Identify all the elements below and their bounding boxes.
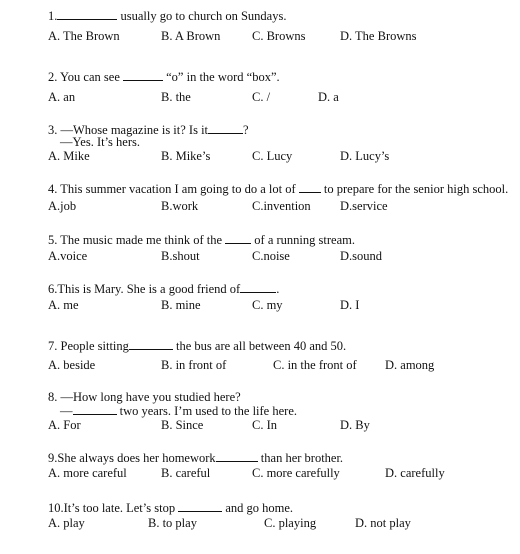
option-a[interactable]: A. beside xyxy=(48,358,96,372)
stem-text-dash: — xyxy=(60,404,73,418)
option-c[interactable]: C. Lucy xyxy=(252,149,293,163)
option-d[interactable]: D. I xyxy=(340,298,360,312)
question-8-reply xyxy=(60,403,297,418)
stem-text-post: two years. I’m used to the life here. xyxy=(119,404,297,418)
stem-text-post: of a running stream. xyxy=(254,233,355,247)
answer-blank[interactable] xyxy=(57,8,117,20)
stem-text-pre: 6.This is Mary. She is a good friend of xyxy=(48,282,241,296)
option-a[interactable]: A.job xyxy=(48,199,77,213)
answer-blank[interactable] xyxy=(73,403,117,415)
option-a[interactable]: A.voice xyxy=(48,249,88,263)
option-d[interactable]: D. a xyxy=(318,90,339,104)
option-d[interactable]: D. not play xyxy=(355,516,411,530)
option-d[interactable]: D. among xyxy=(385,358,435,372)
question-8-stem xyxy=(48,390,241,404)
stem-text-post: “o” in the word “box”. xyxy=(166,70,280,84)
option-b[interactable]: B. careful xyxy=(161,466,211,480)
option-a[interactable]: A. The Brown xyxy=(48,29,120,43)
stem-text-pre: 4. This summer vacation I am going to do a lot of xyxy=(48,182,296,196)
question-9-stem xyxy=(48,450,343,465)
stem-text-post: . xyxy=(276,282,280,296)
option-b[interactable]: B. Since xyxy=(161,418,204,432)
stem-text-pre: 9.She always does her homework xyxy=(48,451,216,465)
question-1-stem xyxy=(48,8,286,23)
option-a[interactable]: A. Mike xyxy=(48,149,90,163)
option-d[interactable]: D. Lucy’s xyxy=(340,149,390,163)
stem-text-post: the bus are all between 40 and 50. xyxy=(176,339,347,353)
question-2-stem xyxy=(48,69,280,84)
option-b[interactable]: B.work xyxy=(161,199,199,213)
answer-blank[interactable] xyxy=(178,500,222,512)
answer-blank[interactable] xyxy=(240,281,276,293)
option-b[interactable]: B. in front of xyxy=(161,358,227,372)
option-c[interactable]: C. Browns xyxy=(252,29,306,43)
option-c[interactable]: C. in the front of xyxy=(273,358,357,372)
option-a[interactable]: A. me xyxy=(48,298,79,312)
option-c[interactable]: C. In xyxy=(252,418,277,432)
stem-text-pre: 5. The music made me think of the xyxy=(48,233,223,247)
stem-text-pre: 8. —How long have you studied here? xyxy=(48,390,241,404)
stem-text-pre: 7. People sitting xyxy=(48,339,129,353)
option-b[interactable]: B. Mike’s xyxy=(161,149,211,163)
stem-text-pre: 1. xyxy=(48,9,58,23)
option-b[interactable]: B. mine xyxy=(161,298,201,312)
option-b[interactable]: B. to play xyxy=(148,516,197,530)
option-b[interactable]: B. A Brown xyxy=(161,29,221,43)
option-a[interactable]: A. play xyxy=(48,516,85,530)
option-c[interactable]: C.noise xyxy=(252,249,290,263)
stem-text-post: than her brother. xyxy=(260,451,344,465)
option-b[interactable]: B.shout xyxy=(161,249,200,263)
stem-text-post: to prepare for the senior high school. xyxy=(323,182,509,196)
option-a[interactable]: A. For xyxy=(48,418,81,432)
answer-blank[interactable] xyxy=(299,181,321,193)
option-c[interactable]: C. playing xyxy=(264,516,317,530)
stem-text-pre: 3. —Whose magazine is it? Is it xyxy=(48,123,209,137)
option-c[interactable]: C.invention xyxy=(252,199,311,213)
question-3-reply xyxy=(60,135,140,149)
answer-blank[interactable] xyxy=(225,232,251,244)
question-4-stem xyxy=(48,181,508,196)
option-c[interactable]: C. / xyxy=(252,90,271,104)
question-5-stem xyxy=(48,232,355,247)
stem-text-pre: 10.It’s too late. Let’s stop xyxy=(48,501,176,515)
answer-blank[interactable] xyxy=(123,69,163,81)
stem-text-post: ? xyxy=(243,123,249,137)
option-d[interactable]: D. By xyxy=(340,418,370,432)
stem-text-pre: 2. You can see xyxy=(48,70,120,84)
option-c[interactable]: C. my xyxy=(252,298,283,312)
answer-blank[interactable] xyxy=(216,450,258,462)
answer-blank[interactable] xyxy=(129,338,173,350)
stem-text-post: usually go to church on Sundays. xyxy=(120,9,287,23)
stem-text-reply: —Yes. It’s hers. xyxy=(60,135,140,149)
option-c[interactable]: C. more carefully xyxy=(252,466,340,480)
option-b[interactable]: B. the xyxy=(161,90,191,104)
question-10-stem xyxy=(48,500,293,515)
question-7-stem xyxy=(48,338,346,353)
option-d[interactable]: D. The Browns xyxy=(340,29,417,43)
option-d[interactable]: D.service xyxy=(340,199,388,213)
option-a[interactable]: A. an xyxy=(48,90,76,104)
option-d[interactable]: D.sound xyxy=(340,249,383,263)
stem-text-post: and go home. xyxy=(225,501,294,515)
answer-blank[interactable] xyxy=(208,122,243,134)
option-d[interactable]: D. carefully xyxy=(385,466,445,480)
option-a[interactable]: A. more careful xyxy=(48,466,127,480)
question-6-stem xyxy=(48,281,279,296)
